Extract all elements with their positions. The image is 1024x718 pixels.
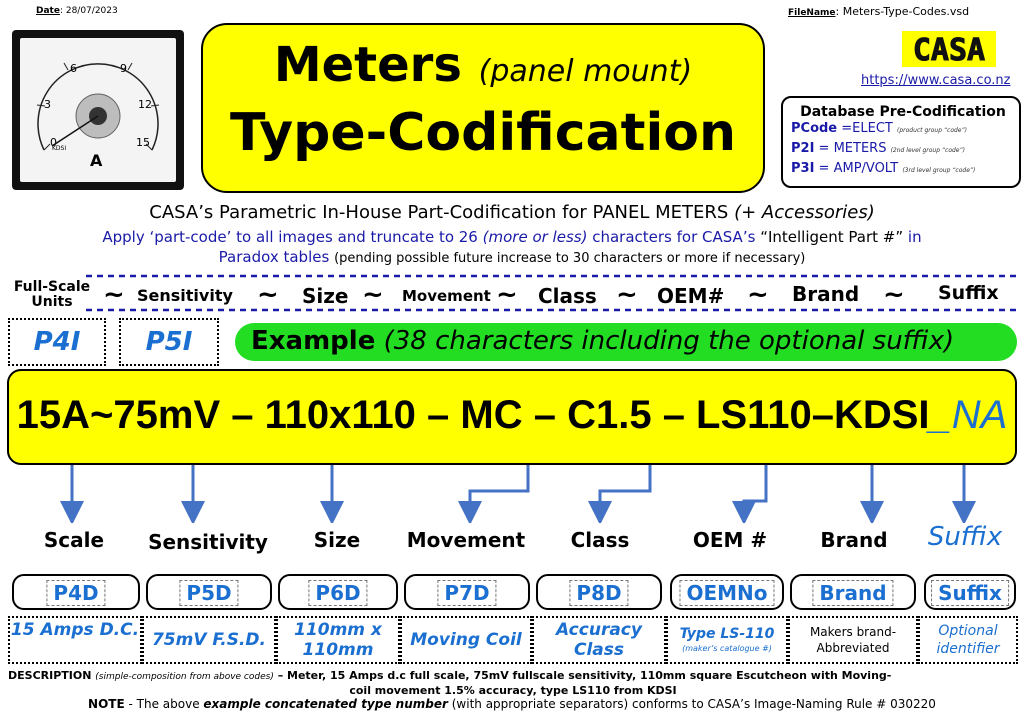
field-full-scale-units: Full-Scale Units — [13, 279, 91, 310]
file-value: : Meters-Type-Codes.vsd — [835, 5, 970, 18]
desc-brand: Makers brand-Abbreviated — [788, 616, 918, 664]
code-box-p8d: P8D — [536, 574, 662, 610]
title-line-1 — [203, 37, 763, 93]
svg-text:CASA: CASA — [912, 33, 986, 67]
desc-scale: 15 Amps D.C. — [8, 616, 142, 664]
example-note: (38 characters including the optional suffix) — [383, 326, 955, 356]
label-sensitivity: Sensitivity — [148, 530, 268, 554]
date-value: : 28/07/2023 — [59, 6, 118, 16]
panel-meter-image — [12, 30, 184, 190]
separator-tilde: ~ — [496, 280, 518, 310]
title-banner — [201, 23, 765, 193]
intro-line-3: Paradox tables (pending possible future increase to 30 characters or more if necessary) — [218, 248, 806, 266]
label-scale: Scale — [43, 528, 105, 552]
label-movement: Movement — [406, 528, 526, 552]
label-class: Class — [570, 528, 630, 552]
tick-3: 3 — [44, 98, 51, 111]
field-suffix: Suffix — [938, 282, 999, 304]
label-oem: OEM # — [692, 528, 768, 552]
tick-15: 15 — [136, 136, 150, 149]
code-box-p6d: P6D — [278, 574, 398, 610]
intro-line-2: Apply ‘part-code’ to all images and truncate to 26 (more or less) characters for CASA’s “Intelligent Part #” in — [102, 228, 922, 246]
database-precodification-box — [781, 96, 1021, 188]
field-movement: Movement — [402, 287, 491, 305]
example-suffix: _NA — [929, 393, 1008, 437]
code-box-suffix: Suffix — [924, 574, 1016, 610]
tick-6: 6 — [70, 62, 77, 75]
separator-tilde: ~ — [883, 280, 905, 310]
label-suffix: Suffix — [927, 522, 1003, 552]
separator-tilde: ~ — [103, 280, 125, 310]
example-code-box — [7, 369, 1017, 465]
file-label: FileName — [788, 8, 836, 18]
desc-size: 110mm x 110mm — [276, 616, 400, 664]
desc-class: Accuracy Class — [532, 616, 666, 664]
field-sensitivity: Sensitivity — [137, 286, 233, 305]
title-meters: Meters — [273, 37, 462, 93]
code-box-oemno: OEMNo — [670, 574, 784, 610]
arrow-oem — [744, 465, 766, 513]
arrow-class — [600, 465, 650, 513]
example-code: 15A~75mV – 110x110 – MC – C1.5 – LS110–KDSI_NA — [16, 393, 1008, 437]
code-box-brand: Brand — [790, 574, 916, 610]
date-label: Date — [36, 6, 60, 16]
arrow-movement — [470, 465, 528, 513]
db-heading: Database Pre-Codification — [800, 104, 1006, 120]
desc-oem: Type LS-110 (maker’s catalogue #) — [666, 616, 788, 664]
tick-9: 9 — [120, 62, 127, 75]
tick-0: 0 — [50, 136, 57, 149]
mapping-arrows — [0, 463, 1024, 523]
title-line-2: Type-Codification — [229, 103, 737, 163]
separator-tilde: ~ — [616, 280, 638, 310]
db-row-pcode: PCode =ELECT (product group “code”) — [791, 121, 967, 136]
db-row-p2i: P2I = METERS (2nd level group “code”) — [791, 141, 965, 156]
separator-tilde: ~ — [362, 280, 384, 310]
separator-tilde: ~ — [747, 280, 769, 310]
description-text: DESCRIPTION (simple-composition from above codes) – Meter, 15 Amps d.c full scale, 75mV fullscale sensitivity, 110mm square Escutcheon with Moving- coil movement 1.5% accuracy, type LS110 from KDSI — [8, 669, 892, 697]
meter-dial — [20, 38, 176, 182]
code-p5i: P5I — [119, 318, 219, 366]
code-p4i: P4I — [8, 318, 106, 366]
title-panel-mount: (panel mount) — [478, 54, 693, 89]
code-box-p5d: P5D — [146, 574, 272, 610]
casa-logo — [902, 31, 996, 67]
separator-tilde: ~ — [257, 280, 279, 310]
file-stamp — [788, 5, 969, 18]
code-box-p4d: P4D — [12, 574, 140, 610]
tick-12: 12 — [138, 98, 152, 111]
code-box-p7d: P7D — [404, 574, 530, 610]
date-stamp — [36, 6, 118, 16]
desc-suffix: Optional identifier — [918, 616, 1018, 664]
meter-unit: A — [90, 151, 103, 170]
field-oem: OEM# — [657, 284, 725, 308]
desc-sensitivity: 75mV F.S.D. — [142, 616, 276, 664]
db-row-p3i: P3I = AMP/VOLT (3rd level group “code”) — [791, 161, 976, 176]
field-size: Size — [302, 284, 349, 308]
label-size: Size — [313, 528, 361, 552]
intro-line-1: CASA’s Parametric In-House Part-Codification for PANEL METERS (+ Accessories) — [149, 202, 875, 223]
note-text: NOTE - The above example concatenated type number (with appropriate separators) conforms to CASA’s Image-Naming Rule # 030220 — [88, 697, 936, 711]
example-label: Example — [251, 326, 376, 356]
field-class: Class — [538, 284, 597, 308]
desc-movement: Moving Coil — [400, 616, 532, 664]
example-banner — [235, 323, 1017, 361]
label-brand: Brand — [820, 528, 888, 552]
meter-brand: KDSI — [52, 145, 67, 152]
casa-url-link[interactable]: https://www.casa.co.nz — [861, 73, 1011, 88]
field-brand: Brand — [792, 282, 860, 306]
